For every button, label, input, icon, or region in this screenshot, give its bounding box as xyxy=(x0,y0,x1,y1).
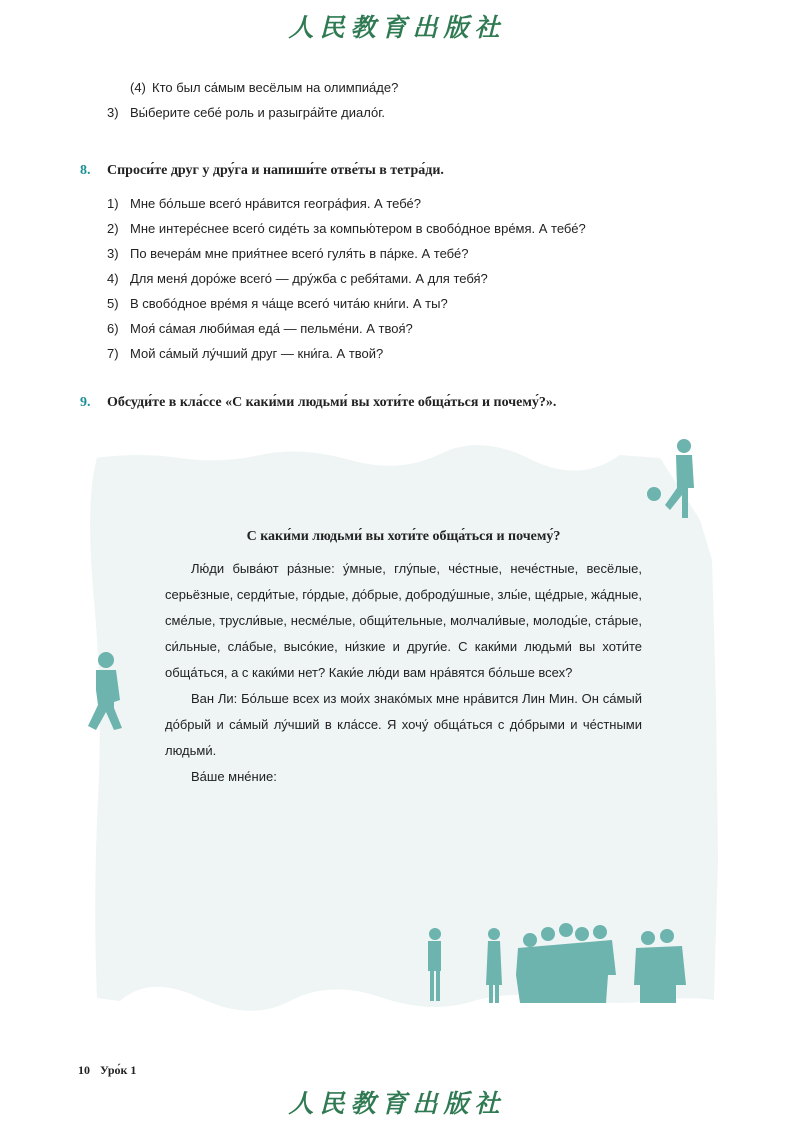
publisher-logo-header: 人民教育出版社 xyxy=(288,13,506,42)
box-paragraph: Ван Ли: Бо́льше всех из мои́х знако́мых мне нра́вится Лин Мин. Он са́мый до́брый и са́мый лу́чший в кла́ссе. Я хочу́ обща́ться с до́брыми и че́стными людьми́. xyxy=(165,691,642,758)
box-text xyxy=(165,556,642,790)
list-item: Мне бо́льше всего́ нра́вится геогра́фия. А тебе́? xyxy=(130,196,421,211)
task-number: 9. xyxy=(80,395,91,410)
prev-item-label: 3) xyxy=(107,105,119,120)
box-title: С каки́ми людьми́ вы хоти́те обща́ться и почему́? xyxy=(246,529,561,544)
list-item: В свобо́дное вре́мя я ча́ще всего́ чита́ю кни́ги. А ты? xyxy=(130,296,448,311)
list-item: Моя́ са́мая люби́мая еда́ — пельме́ни. А твоя́? xyxy=(130,321,413,336)
list-item: Мне интере́снее всего́ сиде́ть за компью́тером в свобо́дное вре́мя. А тебе́? xyxy=(130,221,586,236)
task-8-heading xyxy=(80,163,444,179)
list-item-label: 5) xyxy=(107,296,119,311)
lesson-label: Уро́к 1 xyxy=(100,1063,137,1077)
list-item-label: 7) xyxy=(107,346,119,361)
prev-item-text: Кто был са́мым весёлым на олимпиа́де? xyxy=(152,80,399,95)
list-item: По вечера́м мне прия́тнее всего́ гуля́ть в па́рке. А тебе́? xyxy=(130,246,469,261)
list-item-label: 4) xyxy=(107,271,119,286)
prev-item-text: Вы́берите себе́ роль и разыгра́йте диало́г. xyxy=(130,105,385,120)
list-item-label: 6) xyxy=(107,321,119,336)
page-footer xyxy=(78,1063,146,1078)
task-number: 8. xyxy=(80,163,91,178)
box-paragraph: Лю́ди быва́ют ра́зные: у́мные, глу́пые, че́стные, нече́стные, весёлые, серьёзные, серди́тые, го́рдые, до́брые, доброду́шные, злы́е, ще́дрые, жа́дные, сме́лые, трусли́вые, несме́лые, общи́тельные, молчали́вые, молоды́е, ста́рые, си́льные, сла́бые, высо́кие, ни́зкие и други́е. С каки́ми людьми́ вы хоти́те обща́ться, а с каки́ми нет? Каки́е лю́ди вам нра́вятся бо́льше всех? xyxy=(165,561,642,680)
list-item-label: 1) xyxy=(107,196,119,211)
list-item-label: 2) xyxy=(107,221,119,236)
task-9-heading xyxy=(80,395,556,411)
prev-item-label: (4) xyxy=(130,80,146,95)
list-item: Мой са́мый лу́чший друг — кни́га. А твой? xyxy=(130,346,384,361)
task-title: Обсуди́те в кла́ссе «С каки́ми людьми́ вы хоти́те обща́ться и почему́?». xyxy=(107,395,557,410)
page-number: 10 xyxy=(78,1063,90,1077)
list-item: Для меня́ доро́же всего́ — дру́жба с ребя́тами. А для тебя́? xyxy=(130,271,488,286)
publisher-logo-footer: 人民教育出版社 xyxy=(288,1089,506,1118)
list-item-label: 3) xyxy=(107,246,119,261)
task-title: Спроси́те друг у дру́га и напиши́те отве́ты в тетра́ди. xyxy=(107,163,444,178)
box-paragraph: Ва́ше мне́ние: xyxy=(191,769,277,784)
